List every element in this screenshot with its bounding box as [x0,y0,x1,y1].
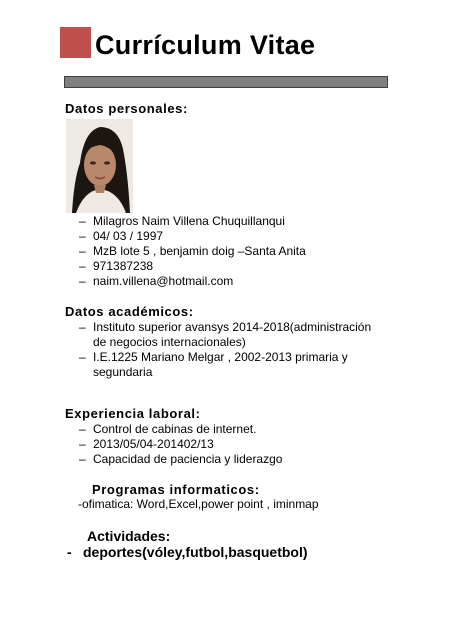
activities-heading: Actividades: [87,528,171,544]
software-programs-heading: Programas informaticos: [92,482,260,497]
list-item: – Capacidad de paciencia y liderazgo [79,452,283,466]
experience-item-cabinas: Control de cabinas de internet. [93,422,257,436]
list-item: – 971387238 [79,259,154,273]
list-item: – 2013/05/04-201402/13 [79,437,214,451]
experience-item-dates: 2013/05/04-201402/13 [93,437,214,451]
title-divider-bar [64,76,388,88]
academic-item-school: I.E.1225 Mariano Melgar , 2002-2013 primaria y segundaria [93,350,348,379]
list-item: – 04/ 03 / 1997 [79,229,164,243]
personal-data-list [79,214,379,289]
personal-data-heading: Datos personales: [65,101,188,116]
activities-bullet: - [67,544,72,560]
academic-item-institute: Instituto superior avansys 2014-2018(administración de negocios internacionales) [93,320,372,349]
profile-photo [66,119,133,213]
title-accent-square [60,27,91,58]
page-title: Currículum Vitae [95,30,316,60]
personal-birthdate: 04/ 03 / 1997 [93,229,164,243]
work-experience-heading: Experiencia laboral: [65,406,201,421]
activities-text: deportes(vóley,futbol,basquetbol) [83,544,308,560]
list-item: – Instituto superior avansys 2014-2018(administración de negocios internacionales) [79,320,372,349]
academic-data-heading: Datos académicos: [65,304,194,319]
academic-data-list [79,320,377,380]
work-experience-list [79,422,379,467]
list-item: – naim.villena@hotmail.com [79,274,234,288]
list-item: – MzB lote 5 , benjamin doig –Santa Anita [79,244,306,258]
experience-item-skills: Capacidad de paciencia y liderazgo [93,452,283,466]
personal-email: naim.villena@hotmail.com [93,274,234,288]
software-programs-text: -ofimatica: Word,Excel,power point , iminmap [78,497,319,511]
personal-name: Milagros Naim Villena Chuquillanqui [93,214,285,228]
personal-address: MzB lote 5 , benjamin doig –Santa Anita [93,244,306,258]
list-item: – Milagros Naim Villena Chuquillanqui [79,214,285,228]
list-item: – Control de cabinas de internet. [79,422,257,436]
personal-phone: 971387238 [93,259,154,273]
list-item: – I.E.1225 Mariano Melgar , 2002-2013 primaria y segundaria [79,350,348,379]
